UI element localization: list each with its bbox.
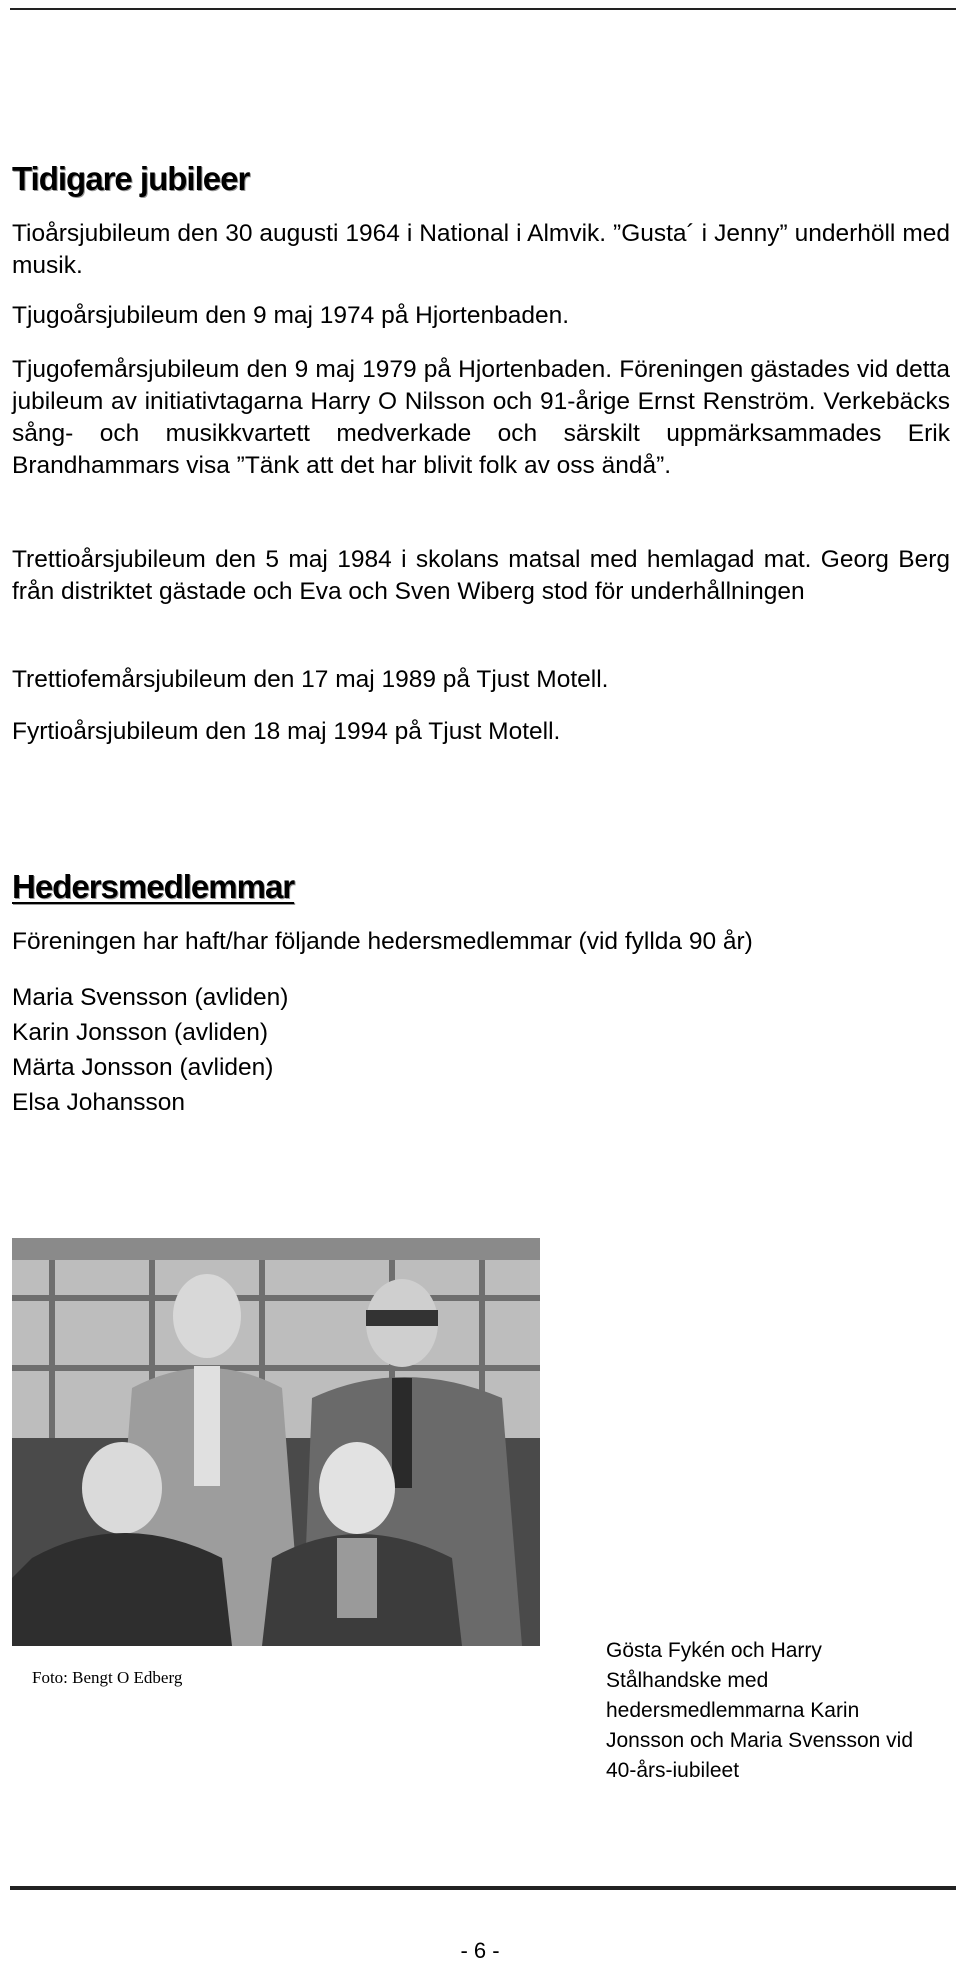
page-number: - 6 - [460, 1938, 500, 1963]
photo-caption: Gösta Fykén och Harry Stålhandske med hedersmedlemmarna Karin Jonsson och Maria Svensson vid 40-års-iubileet [606, 1639, 913, 1782]
list-item: Maria Svensson (avliden) [12, 984, 289, 1011]
paragraph-20-year: Tjugoårsjubileum den 9 maj 1974 på Hjortenbaden. [12, 302, 570, 329]
list-item: Elsa Johansson [12, 1089, 185, 1116]
section-title-tidigare-jubileer: Tidigare jubileer [12, 160, 250, 197]
list-item: Märta Jonsson (avliden) [12, 1054, 274, 1081]
group-photo-illustration [12, 1238, 540, 1646]
photo-credit: Foto: Bengt O Edberg [32, 1668, 183, 1687]
list-item: Karin Jonsson (avliden) [12, 1019, 269, 1046]
honorary-members-list [12, 980, 288, 1120]
group-photo [12, 1238, 540, 1646]
section-title-hedersmedlemmar: Hedersmedlemmar [12, 868, 295, 905]
paragraph-35-year: Trettiofemårsjubileum den 17 maj 1989 på Tjust Motell. [12, 666, 609, 693]
top-rule [10, 8, 956, 10]
paragraph-40-year: Fyrtioårsjubileum den 18 maj 1994 på Tjust Motell. [12, 718, 561, 745]
paragraph-10-year: Tioårsjubileum den 30 augusti 1964 i National i Almvik. ”Gusta´ i Jenny” underhöll med musik. [12, 220, 950, 279]
bottom-rule [10, 1886, 956, 1890]
paragraph-30-year: Trettioårsjubileum den 5 maj 1984 i skolans matsal med hemlagad mat. Georg Berg från distriktet gästade och Eva och Sven Wiberg stod för underhållningen [12, 546, 950, 605]
honorary-members-intro: Föreningen har haft/har följande hedersmedlemmar (vid fyllda 90 år) [12, 928, 753, 955]
paragraph-25-year: Tjugofemårsjubileum den 9 maj 1979 på Hjortenbaden. Föreningen gästades vid detta jubileum av initiativtagarna Harry O Nilsson och 91-årige Ernst Renström. Verkebäcks sång- och musikkvartett medverkade och särskilt uppmärksammades Erik Brandhammars visa ”Tänk att det har blivit folk av oss ändå”. [12, 356, 950, 479]
